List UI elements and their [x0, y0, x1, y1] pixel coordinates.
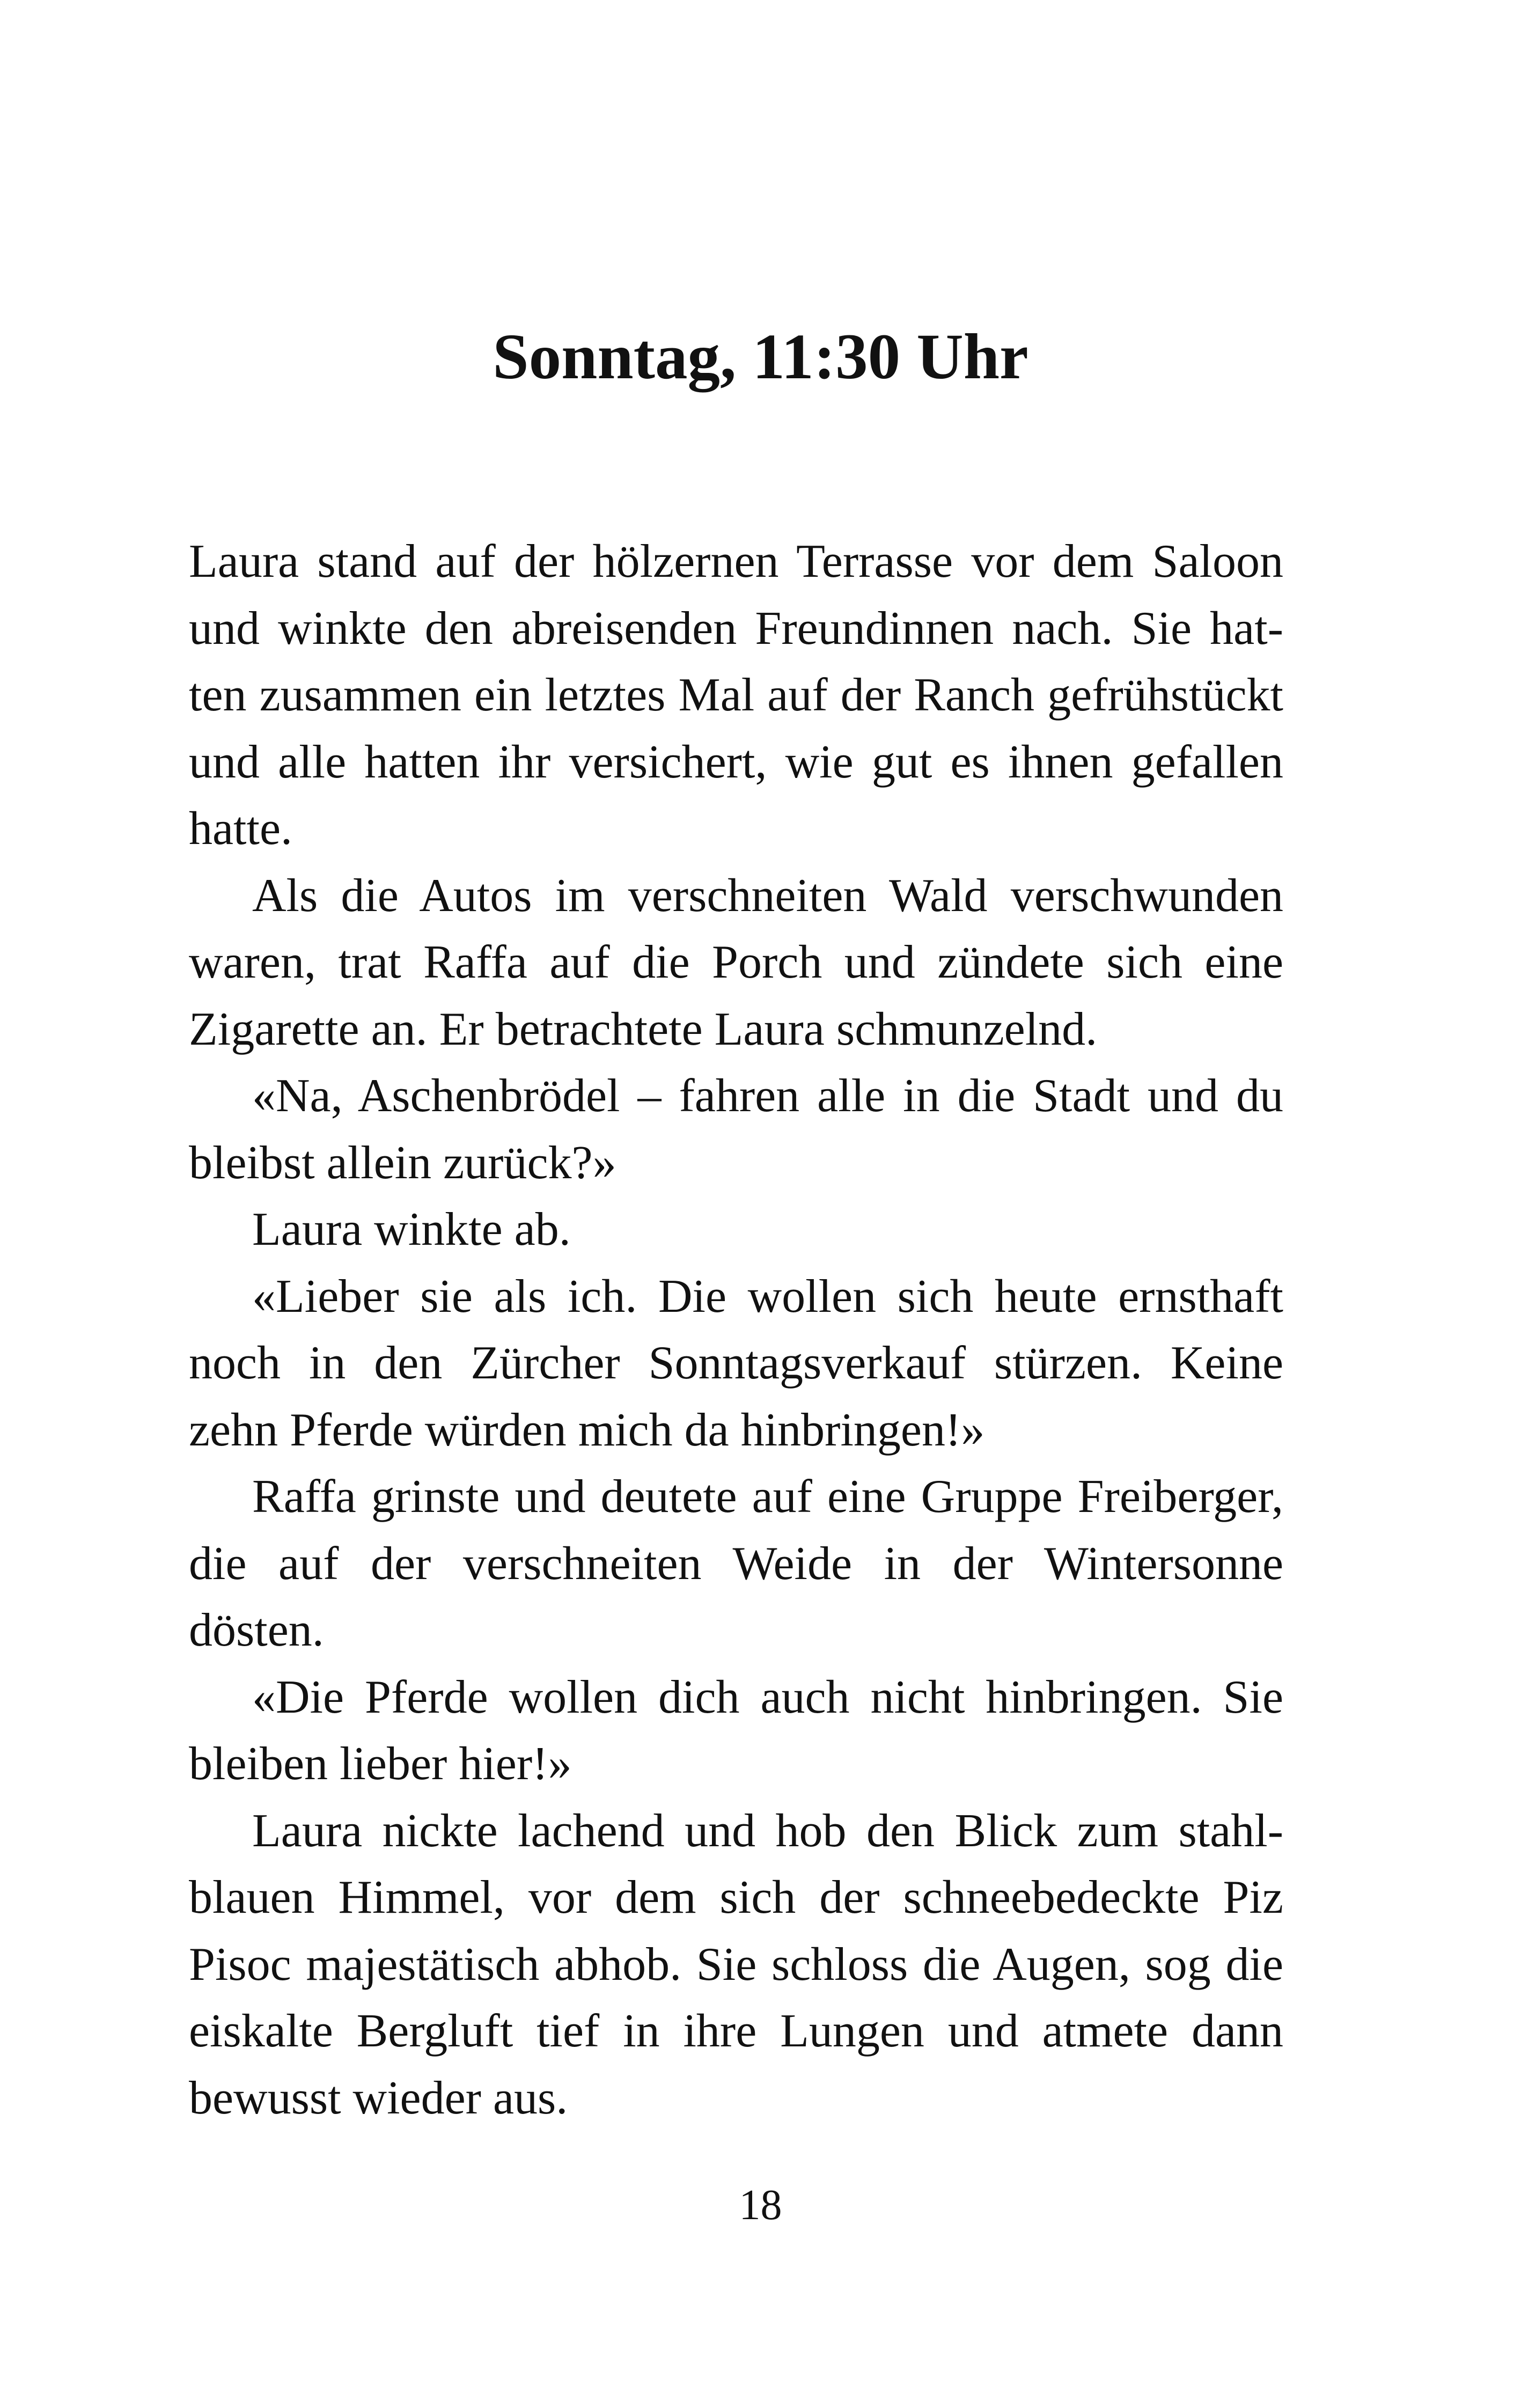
- text-line: eiskalte Bergluft tief in ihre Lungen und atmete dann: [189, 2005, 1283, 2057]
- paragraph-2: [189, 863, 1283, 1063]
- text-line: Zigarette an. Er betrachtete Laura schmunzelnd.: [189, 1003, 1098, 1055]
- text-line: Als die Autos im verschneiten Wald verschwunden: [252, 869, 1283, 922]
- paragraph-3: [189, 1063, 1283, 1196]
- paragraph-8: [189, 1798, 1283, 2132]
- paragraph-4: [189, 1196, 1283, 1264]
- page-number: 18: [739, 2182, 782, 2229]
- text-line: und alle hatten ihr versichert, wie gut es ihnen gefallen: [189, 736, 1283, 788]
- text-line: «Die Pferde wollen dich auch nicht hinbringen. Sie: [252, 1671, 1283, 1723]
- text-line: noch in den Zürcher Sonntagsverkauf stürzen. Keine: [189, 1337, 1283, 1389]
- text-line: Laura nickte lachend und hob den Blick zum stahl-: [252, 1804, 1283, 1857]
- text-line: bleibst allein zurück?»: [189, 1136, 616, 1189]
- paragraph-7: [189, 1664, 1283, 1798]
- text-line: die auf der verschneiten Weide in der Wintersonne dösten.: [189, 1537, 1283, 1656]
- text-line: zehn Pferde würden mich da hinbringen!»: [189, 1404, 985, 1456]
- text-line: bewusst wieder aus.: [189, 2072, 568, 2124]
- text-line: hatte.: [189, 803, 293, 855]
- text-line: bleiben lieber hier!»: [189, 1738, 572, 1790]
- text-line: ten zusammen ein letztes Mal auf der Ranch gefrühstückt: [189, 669, 1283, 721]
- text-line: Laura winkte ab.: [252, 1203, 571, 1256]
- text-line: und winkte den abreisenden Freundinnen nach. Sie hat-: [189, 602, 1283, 655]
- chapter-title: Sonntag, 11:30 Uhr: [493, 321, 1028, 393]
- text-line: waren, trat Raffa auf die Porch und zündete sich eine: [189, 936, 1283, 988]
- text-line: Laura stand auf der hölzernen Terrasse vor dem Saloon: [189, 535, 1283, 588]
- paragraph-5: [189, 1264, 1283, 1464]
- paragraph-6: [189, 1464, 1283, 1664]
- text-line: Raffa grinste und deutete auf eine Gruppe Freiberger,: [252, 1471, 1283, 1523]
- paragraph-1: [189, 528, 1283, 863]
- text-line: Pisoc majestätisch abhob. Sie schloss die Augen, sog die: [189, 1938, 1283, 1991]
- body-text: [189, 528, 1283, 2132]
- text-line: blauen Himmel, vor dem sich der schneebedeckte Piz: [189, 1871, 1283, 1924]
- text-line: «Na, Aschenbrödel – fahren alle in die Stadt und du: [252, 1070, 1283, 1122]
- text-line: «Lieber sie als ich. Die wollen sich heute ernsthaft: [252, 1270, 1283, 1323]
